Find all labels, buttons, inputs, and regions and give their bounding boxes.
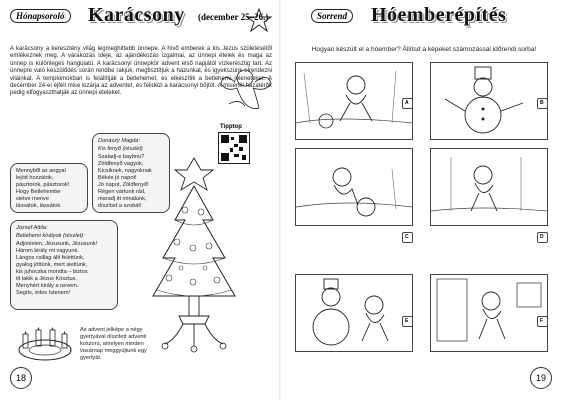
poem-title: Kis fenyő (részlet) (98, 146, 143, 152)
poem-line: itt lakik a Jézus Krisztus. (16, 276, 77, 282)
panel-e (295, 274, 413, 352)
panel-a (295, 62, 413, 140)
intro-text: A karácsony a keresztény világ legmeghittebb ünnepe. A hívő emberek a kis Jézus születésétől emlékeznek meg. A várakozás ideje, az ajándékozás izgalmai, az ünnepi ételek és maga az ünnep is különleges hangulatú. A karácsonyi ünnepkör advent első napjától vízkeresztig tart. Az ünnepre való készülődés során rendbe rakjuk, megtisztítjuk a házunkat, és igyekszünk elrendezni viláinkat. A templomokban is felállítják a betlehemet, és elkészítik a betlehemi jeleneteket. A december 24-ei éjféli mise kizárja az adventet, és felidézi a karácsonyi böjtöt. A misénél hazatérők pedig elfogyaszthatják az ünnepi ételeket. (10, 46, 272, 97)
poem-mennybol (10, 163, 88, 213)
poem-line: Kicsiknek, nagyoknak (98, 168, 152, 174)
panel-d (430, 148, 548, 226)
qr-code-pattern (221, 135, 247, 161)
poem-line: Jó napot, Zöldfenyő! (98, 182, 149, 188)
panel-b (430, 62, 548, 140)
poem-line: Szaladj-e baybnu? (98, 154, 145, 160)
poem-kis-fenyo (92, 133, 170, 213)
right-page (281, 0, 562, 400)
poem-line: Régen vártunk rád, (98, 189, 146, 195)
qr-code[interactable] (218, 132, 250, 164)
poem-line: Menyhért király a nevem. (16, 283, 79, 289)
advent-text: Az advent jelképe a négy gyertyával díszített adventi koszorú, amelyen minden vasárnap meggyújtunk egy gyertyát. (80, 327, 147, 361)
answer-label: C (405, 234, 409, 240)
angel-illustration (219, 62, 274, 120)
panel-c (295, 148, 413, 226)
poem-line: díszítsd a szobát! (98, 203, 142, 209)
poem-line: maradj itt minálunk, (98, 196, 147, 202)
advent-wreath-illustration (14, 322, 76, 364)
poem-line: Zöldfenyő vagyok, (98, 161, 144, 167)
panel-f-illustration (431, 275, 547, 351)
poem-author: Donászy Magda: (98, 138, 140, 144)
answer-label: F (540, 318, 544, 324)
poem-line: lássátok, lássátok. (16, 203, 62, 209)
answer-label: D (540, 234, 544, 240)
section-tag: Sorrend (311, 9, 353, 23)
page-title: Hóemberépítés (371, 4, 507, 26)
page-number: 19 (530, 367, 552, 389)
panel-e-illustration (296, 275, 412, 351)
poem-line: kis juhocska mondta – biztos (16, 269, 88, 275)
panel-f (430, 274, 548, 352)
page-number: 18 (10, 367, 32, 389)
qr-label: Tipptop (220, 124, 242, 130)
poem-line: Lángos csillag állt felettünk, (16, 255, 85, 261)
poem-line: lejött hozzátok, (16, 175, 54, 181)
poem-line: pásztorok, pásztorok! (16, 182, 70, 188)
poem-line: sietve menve (16, 196, 49, 202)
task-instruction: Hogyan készült el a hóember? Állítsd a képeket számozással időrendi sorba! (311, 46, 537, 53)
poem-title: Betlehemi királyok (részlet) (16, 233, 84, 239)
poem-line: Adjonisten, Jézusunk, Jézusunk! (16, 241, 98, 247)
panel-c-illustration (296, 149, 412, 225)
answer-label: E (405, 318, 409, 324)
title-date: (december 25–26.) (198, 12, 269, 22)
poem-line: Békés jó napot! (98, 175, 137, 181)
poem-line: Hogy Betlehembe (16, 189, 61, 195)
poem-line: Három király mi vagyunk. (16, 248, 79, 254)
section-tag: Hónapsoroló (10, 9, 71, 23)
star-icon (246, 8, 272, 32)
poem-line: Mennyből az angyal (16, 168, 66, 174)
answer-label: A (405, 100, 409, 106)
poem-author: József Attila: (16, 225, 48, 231)
poem-line: gyalog jöttünk, mert siettünk, (16, 262, 88, 268)
page-title: Karácsony (88, 4, 185, 26)
answer-label: B (540, 100, 544, 106)
panel-b-illustration (431, 63, 547, 139)
panel-d-illustration (431, 149, 547, 225)
poem-line: Segíts, édes Istenem! (16, 290, 71, 296)
poem-betlehemi-kiralyok (10, 220, 118, 310)
panel-a-illustration (296, 63, 412, 139)
